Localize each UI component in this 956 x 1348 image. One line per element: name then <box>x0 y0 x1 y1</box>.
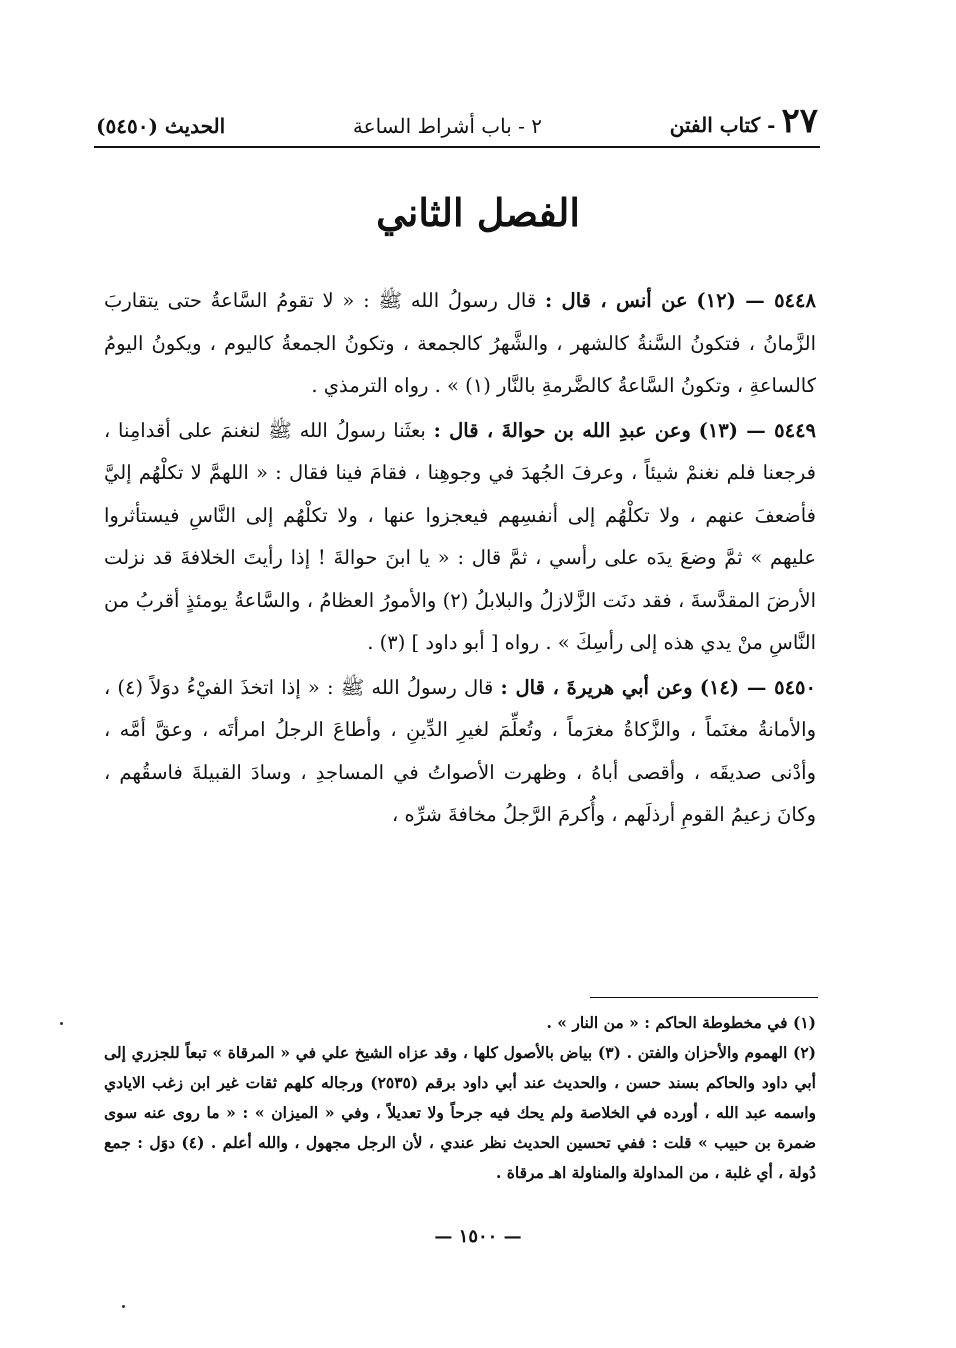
footnote-divider <box>590 997 818 998</box>
chapter-number: ٢٧ <box>781 101 818 141</box>
page-number: — ١٥٠٠ — <box>434 1226 522 1247</box>
hadith-narrator: عن أنس ، قال : <box>544 289 688 312</box>
book-title: - كتاب الفتن <box>669 113 776 137</box>
hadith-number: ٥٤٥٠ — (١٤) <box>699 675 817 699</box>
hadith-paragraph <box>104 667 816 837</box>
hadith-paragraph <box>104 410 816 665</box>
footnote: (١) في مخطوطة الحاكم : « من النار » . <box>546 1013 816 1032</box>
running-header <box>96 92 818 141</box>
footnote: (٢) الهموم والأحزان والفتن . (٣) بياض بالأصول كلها ، وقد عزاه الشيخ علي في « المرقاة » تبعاً للجزري إلى أبي داود والحاكم بسند حسن ، والحديث عند أبي داود برقم (٢٥٣٥) ورجاله كلهم ثقات غير ابن زغب الايادي واسمه عبد الله ، أورده في الخلاصة ولم يحك فيه جرحاً ولا تعديلاً ، وفي « الميزان » : « ما روى عنه سوى ضمرة بن حبيب » قلت : ففي تحسين الحديث نظر عندي ، لأن الرجل مجهول ، والله أعلم . (٤) دوَل : جمع دُولة ، أي غلبة ، من المداولة والمناولة اهـ مرقاة . <box>104 1043 817 1182</box>
hadith-text: قال رسولُ الله ﷺ : « لا تقومُ السَّاعةُ حتى يتقاربَ الزَّمانُ ، فتكونُ السَّنةُ كالشهر ، والشَّهرُ كالجمعة ، وتكونُ الجمعةُ كاليوم ، ويكونُ اليومُ كالساعةِ ، وتكونُ السَّاعةُ كالضَّرمةِ بالنَّار (١) » . رواه الترمذي . <box>104 289 816 397</box>
hadith-narrator: وعن أبي هريرةَ ، قال : <box>500 675 693 699</box>
hadith-text: بعثَنا رسولُ الله ﷺ لنغنمَ على أقدامِنا ، فرجعنا فلم نغنمْ شيئاً ، وعرفَ الجُهدَ في وجوهِنا ، فقامَ فينا فقال : « اللهمَّ لا تكلْهُم إليَّ فأضعفَ عنهم ، ولا تكلْهُم إلى أنفسِهم فيعجزوا عنها ، ولا تكلْهُم إلى النَّاسِ فيستأثروا عليهم » ثمَّ وضعَ يدَه على رأسي ، ثمَّ قال : « يا ابنَ حوالةَ ! إذا رأيتَ الخلافةَ قد نزلت الأرضَ المقدَّسةَ ، فقد دنَت الزَّلازلُ والبلابلُ (٢) والأمورُ العظامُ ، والسَّاعةُ يومئذٍ أقربُ من النَّاسِ منْ يدي هذه إلى رأسِكَ » . رواه [ أبو داود ] (٣) . <box>104 418 817 654</box>
hadith-paragraph <box>104 280 816 408</box>
section-title: الفصل الثاني <box>376 190 580 235</box>
scan-speck <box>60 1022 63 1025</box>
header-divider <box>94 146 820 148</box>
header-book <box>669 101 818 141</box>
hadith-number: ٥٤٤٨ — (١٢) <box>696 289 816 312</box>
hadith-text: قال رسولُ الله ﷺ : « إذا اتخذَ الفيْءُ دوَلاً (٤) ، والأمانةُ مغنَماً ، والزَّكاةُ مغرَماً ، وتُعلِّمَ لغيرِ الدِّينِ ، وأطاعَ الرجلُ امرأتَه ، وعقَّ أمَّه ، وأدْنى صديقَه ، وأقصى أباهُ ، وظهرت الأصواتُ في المساجدِ ، وسادَ القبيلةَ فاسقُهم ، وكانَ زعيمُ القومِ أرذلَهم ، وأُكرمَ الرَّجلُ مخافةَ شرِّه ، <box>104 675 816 826</box>
chapter-title: ٢ - باب أشراط الساعة <box>352 114 542 138</box>
hadith-narrator: وعن عبدِ الله بن حوالةَ ، قال : <box>433 418 691 442</box>
footnotes <box>104 1008 816 1188</box>
main-text <box>104 280 816 839</box>
hadith-number: ٥٤٤٩ — (١٣) <box>698 418 817 442</box>
hadith-reference: الحديث (٥٤٥٠) <box>96 114 226 138</box>
scan-speck <box>122 1305 125 1308</box>
